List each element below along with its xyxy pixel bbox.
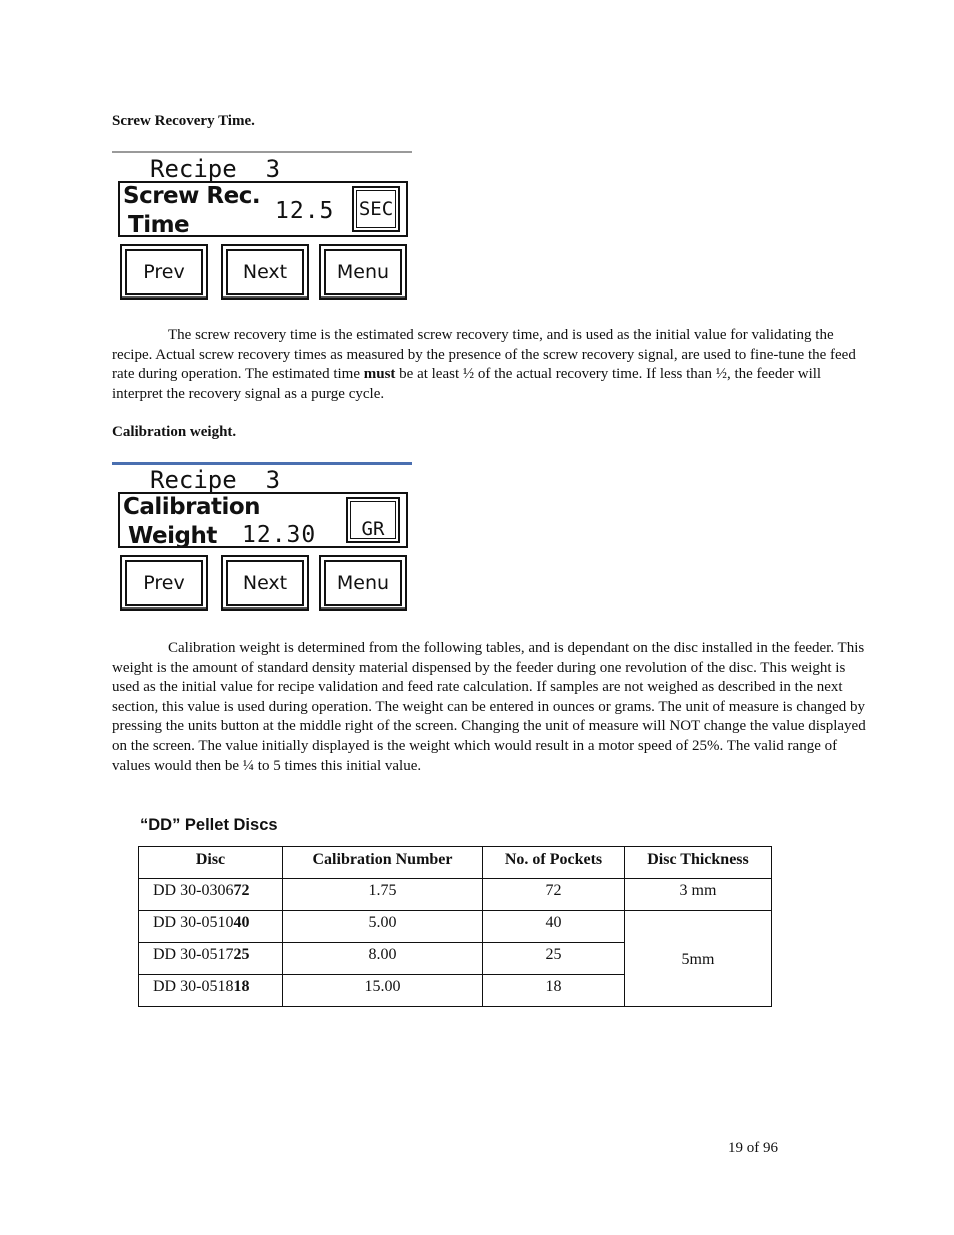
next-label: Next bbox=[242, 261, 288, 283]
unit-button[interactable] bbox=[346, 497, 400, 543]
header-disc: Disc bbox=[139, 847, 283, 879]
field-label-line1: Calibration bbox=[123, 494, 261, 520]
cell-calibration: 1.75 bbox=[283, 879, 483, 911]
next-label: Next bbox=[242, 572, 288, 594]
header-pockets: No. of Pockets bbox=[483, 847, 625, 879]
pellet-discs-table bbox=[138, 846, 772, 1007]
parameter-value[interactable]: 12.5 bbox=[275, 198, 335, 224]
cell-pockets: 72 bbox=[483, 879, 625, 911]
field-label-line2: Time bbox=[128, 212, 190, 238]
prev-button[interactable] bbox=[120, 555, 208, 611]
header-calibration-number: Calibration Number bbox=[283, 847, 483, 879]
paragraph-screw-recovery bbox=[112, 326, 868, 404]
cell-disc: DD 30-051725 bbox=[139, 943, 283, 975]
paragraph-text: The screw recovery time is the estimated screw recovery time, and is used as the initial value for validating the recipe. Actual screw recovery times as measured by the presence of the screw recovery signal, are used to fine-tune the feed rate during operation. The estimated time bbox=[112, 327, 856, 383]
cell-thickness: 5mm bbox=[625, 911, 772, 1007]
lcd-screen-calibration-weight bbox=[112, 462, 412, 617]
menu-button[interactable] bbox=[319, 244, 407, 300]
field-label-line2: Weight bbox=[128, 523, 217, 549]
cell-disc: DD 30-051040 bbox=[139, 911, 283, 943]
recipe-label: Recipe 3 bbox=[150, 466, 281, 494]
unit-button[interactable] bbox=[352, 186, 400, 232]
paragraph-text: Calibration weight is determined from the following tables, and is dependant on the disc installed in the feeder. This weight is the amount of standard density material dispensed by the feeder during one revolution of the disc. This weight is used as the initial value for recipe validation and feed rate calculation. If samples are not weighed as described in the next section, this value is used during operation. The weight can be entered in ounces or grams. The unit of measure is changed by pressing the units button at the middle right of the screen. Changing the unit of measure will NOT change the value displayed on the screen. The value initially displayed is the weight which would result in a motor speed of 25%. The valid range of values would then be ¼ to 5 times this initial value. bbox=[112, 640, 866, 774]
paragraph-text-cont: be at least ½ of the actual recovery time. If less than ½, the feeder will interpret the recovery signal as a purge cycle. bbox=[112, 366, 822, 402]
table-row bbox=[139, 879, 772, 911]
prev-label: Prev bbox=[143, 261, 185, 283]
cell-pockets: 25 bbox=[483, 943, 625, 975]
cell-calibration: 15.00 bbox=[283, 975, 483, 1007]
next-button[interactable] bbox=[221, 555, 309, 611]
cell-thickness: 3 mm bbox=[625, 879, 772, 911]
cell-disc: DD 30-051818 bbox=[139, 975, 283, 1007]
menu-label: Menu bbox=[336, 572, 390, 594]
paragraph-calibration-weight bbox=[112, 639, 868, 776]
paragraph-bold: must bbox=[363, 366, 396, 383]
lcd-screen-screw-recovery bbox=[112, 151, 412, 306]
cell-pockets: 40 bbox=[483, 911, 625, 943]
cell-pockets: 18 bbox=[483, 975, 625, 1007]
cell-disc: DD 30-030672 bbox=[139, 879, 283, 911]
parameter-value[interactable]: 12.30 bbox=[242, 522, 317, 548]
next-button[interactable] bbox=[221, 244, 309, 300]
screen-top-border bbox=[112, 462, 412, 465]
header-thickness: Disc Thickness bbox=[625, 847, 772, 879]
table-header-row bbox=[139, 847, 772, 879]
page-number: 19 of 96 bbox=[728, 1140, 778, 1156]
screen-top-border bbox=[112, 151, 412, 153]
menu-label: Menu bbox=[336, 261, 390, 283]
field-label-line1: Screw Rec. bbox=[123, 183, 261, 209]
parameter-field bbox=[118, 181, 408, 237]
table-title: “DD” Pellet Discs bbox=[140, 816, 278, 834]
prev-label: Prev bbox=[143, 572, 185, 594]
menu-button[interactable] bbox=[319, 555, 407, 611]
table-row bbox=[139, 911, 772, 943]
cell-calibration: 8.00 bbox=[283, 943, 483, 975]
unit-label: GR bbox=[361, 518, 385, 540]
cell-calibration: 5.00 bbox=[283, 911, 483, 943]
parameter-field bbox=[118, 492, 408, 548]
section-heading-screw-recovery: Screw Recovery Time. bbox=[112, 113, 255, 129]
unit-label: SEC bbox=[358, 198, 394, 220]
recipe-label: Recipe 3 bbox=[150, 155, 281, 183]
section-heading-calibration-weight: Calibration weight. bbox=[112, 424, 237, 440]
prev-button[interactable] bbox=[120, 244, 208, 300]
